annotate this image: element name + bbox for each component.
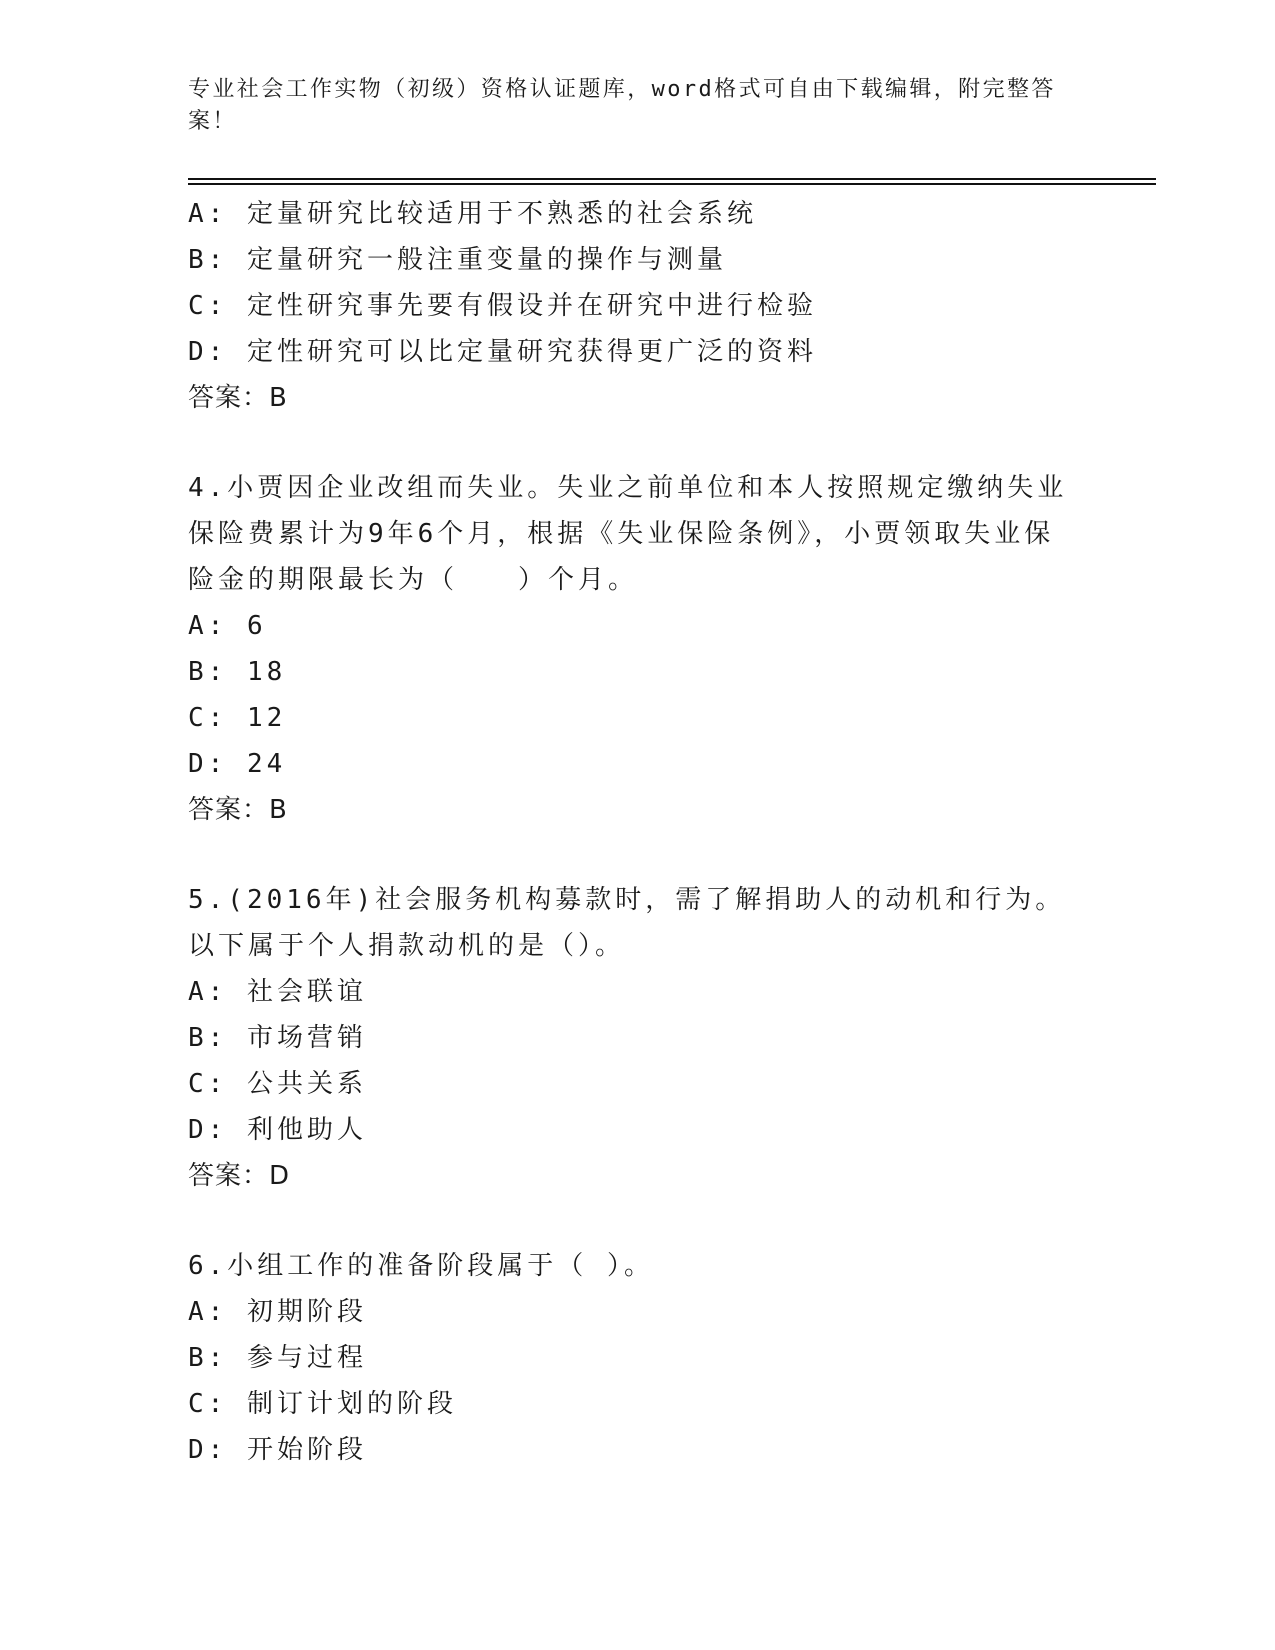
option-c: C: 公共关系 — [188, 1069, 367, 1099]
answer: 答案：D — [188, 1161, 291, 1191]
document-header: 专业社会工作实物（初级）资格认证题库，word格式可自由下载编辑，附完整答案！ — [188, 77, 1056, 134]
option-d: D: 开始阶段 — [188, 1435, 367, 1465]
spacer — [188, 833, 1088, 877]
option-b: B: 定量研究一般注重变量的操作与测量 — [188, 245, 727, 275]
spacer — [188, 1199, 1088, 1243]
question-3 — [188, 191, 1088, 421]
spacer — [188, 421, 1088, 465]
question-stem: 4.小贾因企业改组而失业。失业之前单位和本人按照规定缴纳失业保险费累计为9年6个月，根据《失业保险条例》，小贾领取失业保险金的期限最长为（ ）个月。 — [188, 473, 1068, 595]
option-a: A: 初期阶段 — [188, 1297, 367, 1327]
answer: 答案：B — [188, 383, 288, 413]
option-c: C: 12 — [188, 703, 287, 733]
question-list — [188, 191, 1088, 1473]
answer: 答案：B — [188, 795, 288, 825]
option-b: B: 18 — [188, 657, 287, 687]
option-a: A: 社会联谊 — [188, 977, 367, 1007]
question-stem: 6.小组工作的准备阶段属于（ ）。 — [188, 1251, 654, 1281]
option-b: B: 参与过程 — [188, 1343, 367, 1373]
option-c: C: 定性研究事先要有假设并在研究中进行检验 — [188, 291, 817, 321]
option-d: D: 利他助人 — [188, 1115, 367, 1145]
question-5 — [188, 877, 1088, 1199]
option-c: C: 制订计划的阶段 — [188, 1389, 457, 1419]
option-a: A: 6 — [188, 611, 267, 641]
option-b: B: 市场营销 — [188, 1023, 367, 1053]
question-4 — [188, 465, 1088, 833]
header-divider-top — [188, 178, 1156, 180]
question-6 — [188, 1243, 1088, 1473]
option-d: D: 定性研究可以比定量研究获得更广泛的资料 — [188, 337, 817, 367]
option-a: A: 定量研究比较适用于不熟悉的社会系统 — [188, 199, 757, 229]
option-d: D: 24 — [188, 749, 287, 779]
question-stem: 5.(2016年)社会服务机构募款时，需了解捐助人的动机和行为。以下属于个人捐款动机的是（）。 — [188, 885, 1066, 961]
header-divider-bottom — [188, 183, 1156, 185]
